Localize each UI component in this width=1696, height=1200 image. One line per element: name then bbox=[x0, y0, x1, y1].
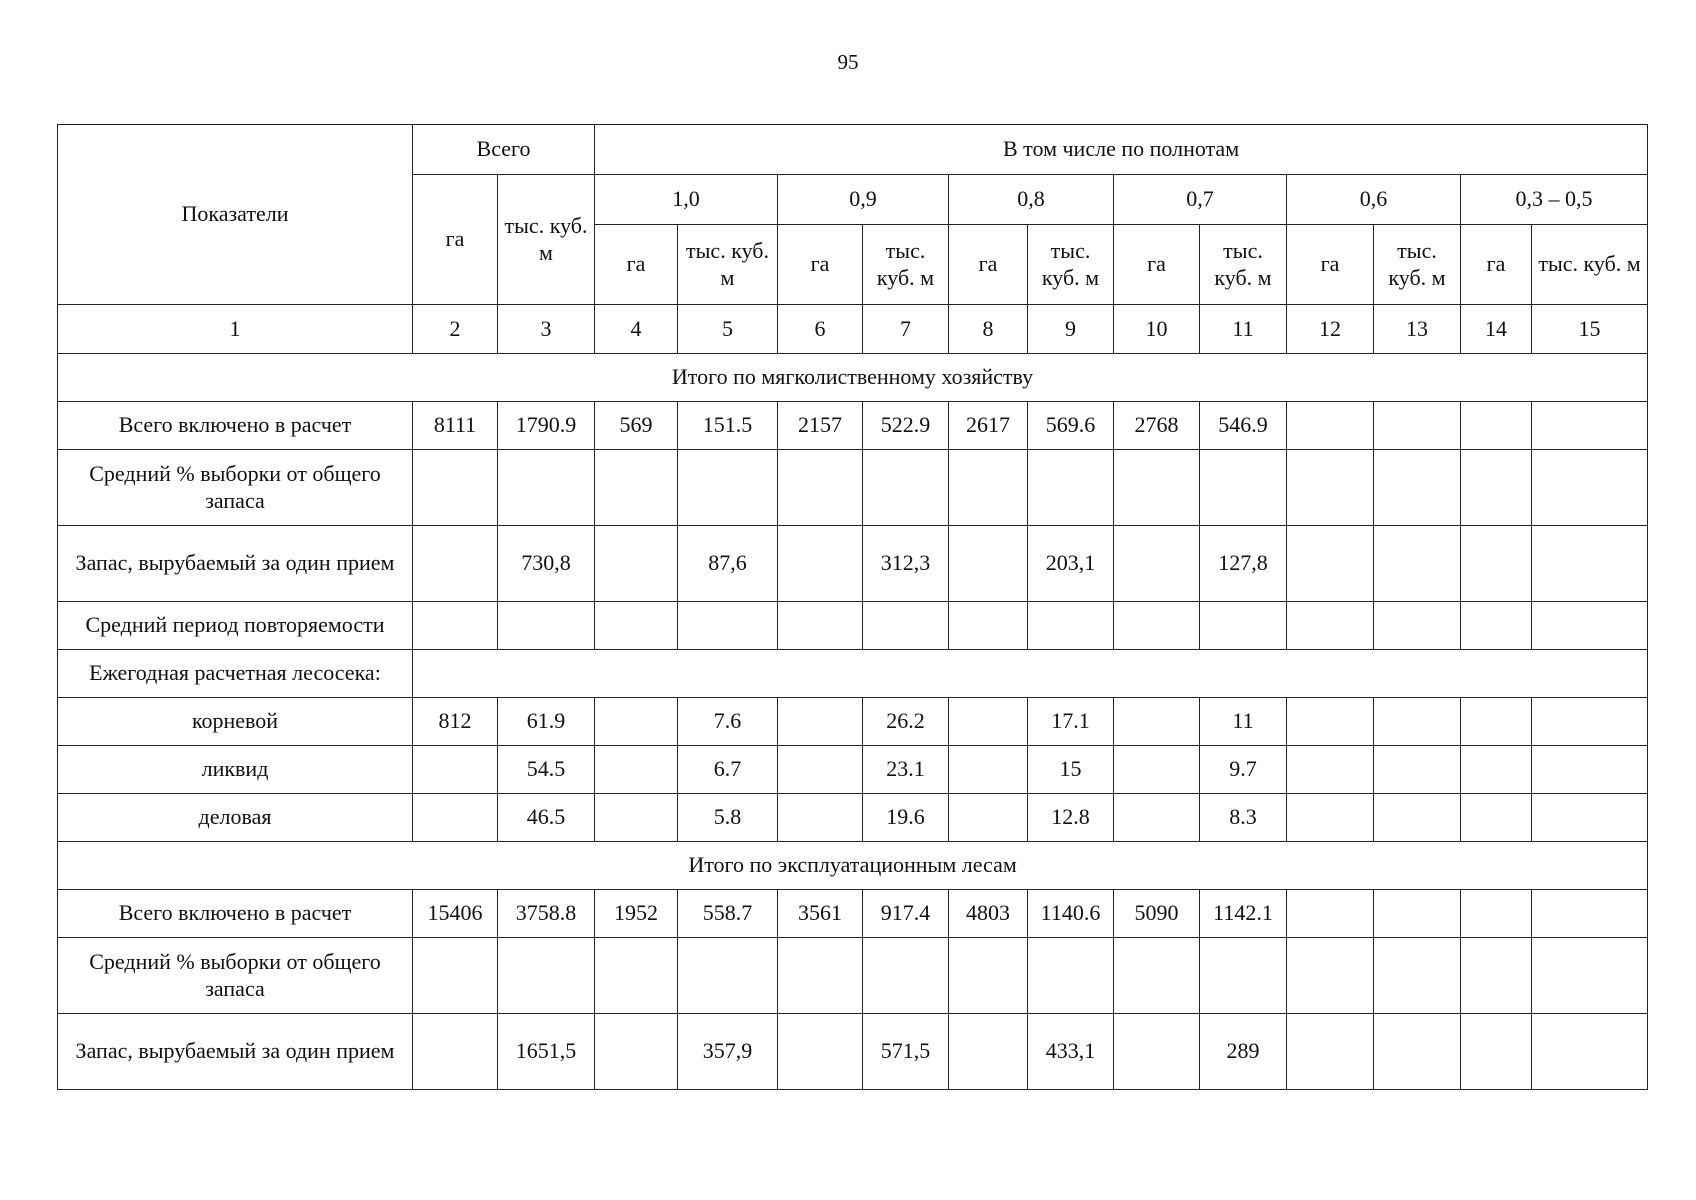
header-density: 0,8 bbox=[949, 175, 1114, 225]
forest-table bbox=[57, 124, 1648, 1090]
cell bbox=[595, 938, 678, 1014]
cell: 12.8 bbox=[1028, 794, 1114, 842]
row-label: корневой bbox=[58, 698, 413, 746]
column-number: 6 bbox=[778, 305, 863, 354]
cell bbox=[595, 450, 678, 526]
cell bbox=[1114, 938, 1200, 1014]
page-number: 95 bbox=[837, 50, 859, 74]
table-row bbox=[58, 890, 1648, 938]
table-row bbox=[58, 450, 1648, 526]
cell: 87,6 bbox=[678, 526, 778, 602]
cell bbox=[1114, 698, 1200, 746]
cell bbox=[1461, 794, 1532, 842]
cell: 812 bbox=[413, 698, 498, 746]
cell bbox=[1200, 602, 1287, 650]
cell bbox=[1532, 746, 1648, 794]
cell: 7.6 bbox=[678, 698, 778, 746]
cell: 23.1 bbox=[863, 746, 949, 794]
header-total-ha: га bbox=[413, 175, 498, 305]
cell bbox=[1374, 602, 1461, 650]
cell bbox=[778, 602, 863, 650]
cell bbox=[1287, 746, 1374, 794]
column-number: 5 bbox=[678, 305, 778, 354]
cell: 1651,5 bbox=[498, 1014, 595, 1090]
cell bbox=[413, 938, 498, 1014]
header-unit-volume: тыс. куб. м bbox=[863, 225, 949, 305]
cell bbox=[1374, 890, 1461, 938]
table-row bbox=[58, 402, 1648, 450]
column-number-row bbox=[58, 305, 1648, 354]
cell: 8.3 bbox=[1200, 794, 1287, 842]
cell bbox=[949, 1014, 1028, 1090]
cell bbox=[1028, 450, 1114, 526]
section-title-row bbox=[58, 842, 1648, 890]
header-total: Всего bbox=[413, 125, 595, 175]
row-label: Средний % выборки от общего запаса bbox=[58, 450, 413, 526]
cell bbox=[498, 938, 595, 1014]
cell bbox=[1287, 698, 1374, 746]
cell bbox=[1114, 794, 1200, 842]
header-unit-ha: га bbox=[1114, 225, 1200, 305]
cell bbox=[949, 526, 1028, 602]
cell bbox=[778, 450, 863, 526]
cell bbox=[1461, 526, 1532, 602]
cell bbox=[1461, 602, 1532, 650]
cell bbox=[1374, 746, 1461, 794]
cell bbox=[1028, 602, 1114, 650]
cell bbox=[595, 602, 678, 650]
cell bbox=[1374, 698, 1461, 746]
cell: 558.7 bbox=[678, 890, 778, 938]
cell: 1952 bbox=[595, 890, 678, 938]
table-row bbox=[58, 794, 1648, 842]
cell bbox=[1287, 1014, 1374, 1090]
cell bbox=[1287, 402, 1374, 450]
cell bbox=[678, 602, 778, 650]
column-number: 15 bbox=[1532, 305, 1648, 354]
cell: 54.5 bbox=[498, 746, 595, 794]
cell bbox=[863, 938, 949, 1014]
cell: 15406 bbox=[413, 890, 498, 938]
header-unit-ha: га bbox=[778, 225, 863, 305]
header-unit-volume: тыс. куб. м bbox=[1532, 225, 1648, 305]
cell bbox=[1374, 402, 1461, 450]
cell: 730,8 bbox=[498, 526, 595, 602]
cell bbox=[413, 450, 498, 526]
cell: 1142.1 bbox=[1200, 890, 1287, 938]
section-title-row bbox=[58, 354, 1648, 402]
cell: 2768 bbox=[1114, 402, 1200, 450]
cell bbox=[678, 938, 778, 1014]
cell: 19.6 bbox=[863, 794, 949, 842]
header-row-1 bbox=[58, 125, 1648, 175]
row-label: Запас, вырубаемый за один прием bbox=[58, 526, 413, 602]
cell bbox=[949, 450, 1028, 526]
column-number: 2 bbox=[413, 305, 498, 354]
cell: 357,9 bbox=[678, 1014, 778, 1090]
table-row bbox=[58, 746, 1648, 794]
cell bbox=[1532, 1014, 1648, 1090]
cell bbox=[498, 450, 595, 526]
header-density: 0,3 – 0,5 bbox=[1461, 175, 1648, 225]
cell: 569.6 bbox=[1028, 402, 1114, 450]
column-number: 7 bbox=[863, 305, 949, 354]
cell: 15 bbox=[1028, 746, 1114, 794]
cell bbox=[1114, 1014, 1200, 1090]
column-number: 1 bbox=[58, 305, 413, 354]
cell bbox=[778, 698, 863, 746]
column-number: 3 bbox=[498, 305, 595, 354]
column-number: 10 bbox=[1114, 305, 1200, 354]
cell: 289 bbox=[1200, 1014, 1287, 1090]
annual-cut-span bbox=[413, 650, 1648, 698]
column-number: 13 bbox=[1374, 305, 1461, 354]
cell bbox=[1287, 450, 1374, 526]
cell bbox=[1287, 938, 1374, 1014]
cell bbox=[595, 1014, 678, 1090]
cell: 4803 bbox=[949, 890, 1028, 938]
table-row bbox=[58, 938, 1648, 1014]
header-density: 0,6 bbox=[1287, 175, 1461, 225]
cell: 2617 bbox=[949, 402, 1028, 450]
cell bbox=[595, 526, 678, 602]
cell: 11 bbox=[1200, 698, 1287, 746]
cell bbox=[678, 450, 778, 526]
cell: 3758.8 bbox=[498, 890, 595, 938]
cell bbox=[1374, 526, 1461, 602]
cell: 917.4 bbox=[863, 890, 949, 938]
cell bbox=[949, 698, 1028, 746]
cell bbox=[1374, 1014, 1461, 1090]
cell: 6.7 bbox=[678, 746, 778, 794]
row-label: Всего включено в расчет bbox=[58, 890, 413, 938]
cell bbox=[1287, 794, 1374, 842]
cell bbox=[863, 602, 949, 650]
cell bbox=[413, 526, 498, 602]
header-unit-ha: га bbox=[1287, 225, 1374, 305]
row-label: Запас, вырубаемый за один прием bbox=[58, 1014, 413, 1090]
header-indicators: Показатели bbox=[58, 125, 413, 305]
cell bbox=[1461, 746, 1532, 794]
cell bbox=[413, 746, 498, 794]
cell bbox=[413, 1014, 498, 1090]
row-label: Всего включено в расчет bbox=[58, 402, 413, 450]
cell: 1790.9 bbox=[498, 402, 595, 450]
cell: 312,3 bbox=[863, 526, 949, 602]
cell bbox=[1461, 450, 1532, 526]
cell bbox=[595, 794, 678, 842]
cell: 203,1 bbox=[1028, 526, 1114, 602]
header-unit-ha: га bbox=[595, 225, 678, 305]
cell: 127,8 bbox=[1200, 526, 1287, 602]
header-unit-volume: тыс. куб. м bbox=[1028, 225, 1114, 305]
header-unit-ha: га bbox=[949, 225, 1028, 305]
header-unit-volume: тыс. куб. м bbox=[1374, 225, 1461, 305]
cell bbox=[1532, 698, 1648, 746]
cell bbox=[778, 1014, 863, 1090]
cell bbox=[1114, 602, 1200, 650]
cell: 433,1 bbox=[1028, 1014, 1114, 1090]
cell bbox=[1374, 794, 1461, 842]
cell: 522.9 bbox=[863, 402, 949, 450]
cell bbox=[1532, 938, 1648, 1014]
header-density: 0,9 bbox=[778, 175, 949, 225]
cell bbox=[1287, 890, 1374, 938]
header-unit-volume: тыс. куб. м bbox=[678, 225, 778, 305]
column-number: 12 bbox=[1287, 305, 1374, 354]
cell: 3561 bbox=[778, 890, 863, 938]
cell bbox=[1114, 526, 1200, 602]
cell bbox=[1532, 794, 1648, 842]
cell bbox=[1287, 602, 1374, 650]
header-density: 0,7 bbox=[1114, 175, 1287, 225]
cell bbox=[1532, 526, 1648, 602]
cell bbox=[1461, 698, 1532, 746]
cell bbox=[949, 794, 1028, 842]
cell: 571,5 bbox=[863, 1014, 949, 1090]
header-by-density: В том числе по полнотам bbox=[595, 125, 1648, 175]
cell bbox=[413, 602, 498, 650]
cell bbox=[1532, 402, 1648, 450]
cell bbox=[1461, 890, 1532, 938]
cell: 5090 bbox=[1114, 890, 1200, 938]
table-row bbox=[58, 526, 1648, 602]
cell bbox=[1532, 450, 1648, 526]
table-row bbox=[58, 698, 1648, 746]
table-row bbox=[58, 1014, 1648, 1090]
table-row bbox=[58, 602, 1648, 650]
cell bbox=[1200, 938, 1287, 1014]
cell bbox=[778, 794, 863, 842]
cell bbox=[1374, 450, 1461, 526]
cell: 546.9 bbox=[1200, 402, 1287, 450]
header-density: 1,0 bbox=[595, 175, 778, 225]
cell: 151.5 bbox=[678, 402, 778, 450]
cell bbox=[1028, 938, 1114, 1014]
header-unit-volume: тыс. куб. м bbox=[1200, 225, 1287, 305]
cell bbox=[413, 794, 498, 842]
cell bbox=[1532, 602, 1648, 650]
row-label: ликвид bbox=[58, 746, 413, 794]
header-total-volume: тыс. куб. м bbox=[498, 175, 595, 305]
cell: 61.9 bbox=[498, 698, 595, 746]
cell bbox=[778, 526, 863, 602]
cell bbox=[949, 602, 1028, 650]
annual-cut-header-row bbox=[58, 650, 1648, 698]
row-label: деловая bbox=[58, 794, 413, 842]
cell bbox=[1374, 938, 1461, 1014]
cell bbox=[595, 746, 678, 794]
cell bbox=[498, 602, 595, 650]
cell: 1140.6 bbox=[1028, 890, 1114, 938]
column-number: 8 bbox=[949, 305, 1028, 354]
cell bbox=[1287, 526, 1374, 602]
cell bbox=[949, 938, 1028, 1014]
row-label: Средний % выборки от общего запаса bbox=[58, 938, 413, 1014]
cell bbox=[949, 746, 1028, 794]
cell bbox=[1461, 938, 1532, 1014]
column-number: 14 bbox=[1461, 305, 1532, 354]
cell: 46.5 bbox=[498, 794, 595, 842]
cell: 17.1 bbox=[1028, 698, 1114, 746]
cell: 5.8 bbox=[678, 794, 778, 842]
column-number: 9 bbox=[1028, 305, 1114, 354]
cell: 8111 bbox=[413, 402, 498, 450]
cell: 2157 bbox=[778, 402, 863, 450]
cell bbox=[1114, 450, 1200, 526]
cell bbox=[1532, 890, 1648, 938]
cell bbox=[1114, 746, 1200, 794]
cell bbox=[1461, 402, 1532, 450]
column-number: 11 bbox=[1200, 305, 1287, 354]
cell bbox=[863, 450, 949, 526]
cell bbox=[1461, 1014, 1532, 1090]
section-title: Итого по эксплуатационным лесам bbox=[58, 842, 1648, 890]
cell: 9.7 bbox=[1200, 746, 1287, 794]
annual-cut-label: Ежегодная расчетная лесосека: bbox=[58, 650, 413, 698]
cell bbox=[595, 698, 678, 746]
section-title: Итого по мягколиственному хозяйству bbox=[58, 354, 1648, 402]
column-number: 4 bbox=[595, 305, 678, 354]
header-unit-ha: га bbox=[1461, 225, 1532, 305]
cell bbox=[778, 746, 863, 794]
cell bbox=[778, 938, 863, 1014]
row-label: Средний период повторяемости bbox=[58, 602, 413, 650]
cell bbox=[1200, 450, 1287, 526]
cell: 569 bbox=[595, 402, 678, 450]
cell: 26.2 bbox=[863, 698, 949, 746]
